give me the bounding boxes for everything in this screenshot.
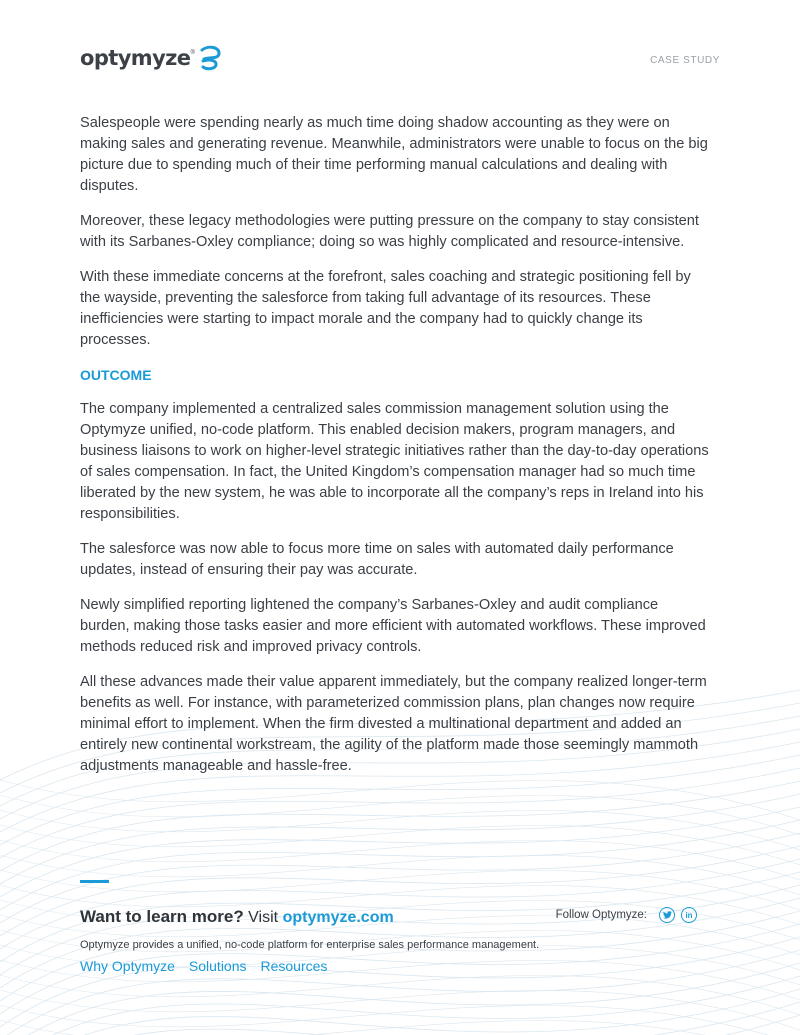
- case-study-body: [80, 113, 710, 791]
- wave-line: [0, 859, 800, 949]
- page-header: [80, 44, 720, 78]
- linkedin-icon[interactable]: in: [681, 907, 697, 923]
- wave-line: [0, 1005, 800, 1035]
- wave-line: [0, 794, 800, 884]
- wave-line: [0, 975, 800, 1015]
- footer-accent-divider: [80, 880, 109, 883]
- wave-line: [0, 1015, 800, 1035]
- footer-nav: [80, 958, 327, 974]
- section-heading-outcome: OUTCOME: [80, 367, 152, 383]
- cta-visit-text: Visit: [248, 909, 279, 926]
- body-paragraph: With these immediate concerns at the forefront, sales coaching and strategic positioning fell by the wayside, preventing the salesforce from taking full advantage of its resources. These inefficiencies were starting to impact morale and the company had to quickly change its processes.: [80, 269, 691, 348]
- footer-link-resources[interactable]: Resources: [260, 958, 328, 974]
- wave-line: [0, 781, 800, 871]
- learn-more-callout: [80, 905, 394, 930]
- wave-line: [0, 855, 800, 895]
- footer-link-why-optymyze[interactable]: Why Optymyze: [80, 958, 175, 974]
- wave-line: [0, 807, 800, 897]
- registered-mark: ®: [190, 50, 195, 56]
- logo-wordmark: optymyze: [80, 45, 191, 70]
- body-paragraph: The company implemented a centralized sales commission management solution using the Optymyze unified, no-code platform. This enabled decision makers, program managers, and business liaisons to work on higher-level strategic initiatives rather than the day-to-day operations of sales compensation. In fact, the United Kingdom’s compensation manager had so much time liberated by the new system, he was able to incorporate all the company’s reps in Ireland into his responsibilities.: [80, 401, 709, 522]
- wave-line: [0, 1002, 800, 1035]
- wave-line: [0, 820, 800, 910]
- footer-link-solutions[interactable]: Solutions: [188, 958, 247, 974]
- wave-line: [0, 825, 800, 865]
- body-paragraph: Salespeople were spending nearly as much time doing shadow accounting as they were on making sales and generating revenue. Meanwhile, administrators were unable to focus on the big picture due to spending much of their time performing manual calculations and dealing with disputes.: [80, 115, 708, 194]
- wave-line: [0, 1020, 800, 1035]
- optymyze-logo: [80, 44, 222, 71]
- body-paragraph: The salesforce was now able to focus more time on sales with automated daily performance updates, instead of ensuring their pay was accurate.: [80, 541, 674, 578]
- body-paragraph: Newly simplified reporting lightened the company’s Sarbanes-Oxley and audit compliance burden, making those tasks easier and more efficient with automated workflows. These improved methods reduced risk and improved privacy controls.: [80, 597, 706, 655]
- social-follow: [556, 907, 697, 923]
- wave-line: [0, 990, 800, 1030]
- wave-line: [0, 810, 800, 850]
- wave-line: [0, 989, 800, 1035]
- wave-line: [0, 795, 800, 835]
- document-type-label: CASE STUDY: [650, 55, 720, 66]
- wave-line: [0, 870, 800, 910]
- wave-line: [0, 976, 800, 1035]
- optymyze-swirl-icon: [198, 45, 222, 71]
- company-tagline: Optymyze provides a unified, no-code platform for enterprise sales performance management.: [80, 939, 540, 951]
- cta-heading: Want to learn more?: [80, 907, 244, 926]
- website-link[interactable]: optymyze.com: [282, 909, 394, 926]
- wave-line: [0, 840, 800, 880]
- body-paragraph: All these advances made their value apparent immediately, but the company realized longer-term benefits as well. For instance, with parameterized commission plans, plan changes now require minimal effort to implement. When the firm divested a multinational department and added an entirely new continental workstream, the agility of the platform made those seemingly mammoth adjustments manageable and hassle-free.: [80, 674, 707, 774]
- twitter-icon[interactable]: [659, 907, 675, 923]
- body-paragraph: Moreover, these legacy methodologies were putting pressure on the company to stay consistent with its Sarbanes-Oxley compliance; doing so was highly complicated and resource-intensive.: [80, 213, 699, 250]
- follow-label: Follow Optymyze:: [555, 909, 647, 921]
